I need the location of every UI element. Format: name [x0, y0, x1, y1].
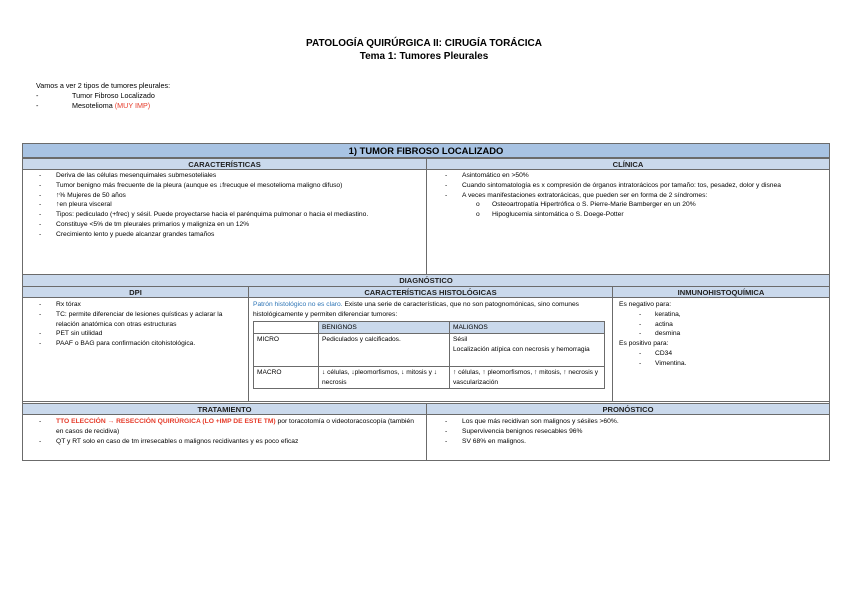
cell-malignos: Sésil Localización atípica con necrosis y hemorragia — [450, 334, 605, 367]
clinica-list — [440, 171, 820, 220]
document-title: PATOLOGÍA QUIRÚRGICA II: CIRUGÍA TORÁCICA — [306, 38, 542, 49]
col-malignos: MALIGNOS — [450, 322, 605, 334]
list-item: - CD34 — [619, 349, 824, 359]
document-subtitle: Tema 1: Tumores Pleurales — [359, 51, 489, 62]
section-title: 1) TUMOR FIBROSO LOCALIZADO — [22, 143, 830, 158]
inmuno-content — [619, 300, 824, 369]
dpi-header: DPI — [22, 286, 249, 298]
histologicas-lead — [253, 300, 608, 320]
tratamiento-highlight: TTO ELECCIÓN → RESECCIÓN QUIRÚRGICA (LO +IMP DE ESTE TM) — [56, 418, 276, 425]
table-row — [254, 334, 605, 367]
list-item: - SV 68% en malignos. — [440, 437, 820, 447]
intro-item: - Tumor Fibroso Localizado — [36, 91, 155, 100]
list-item: - Los que más recidivan son malignos y sésiles >60%. — [440, 417, 820, 427]
sub-list-item: o Hipoglucemia sintomática o S. Doege-Potter — [462, 210, 820, 220]
list-item: - Cuando sintomatología es x compresión de órganos intratorácicos por tamaño: tos, pesadez, dolor y disnea — [440, 181, 820, 191]
list-item: - Supervivencia benignos resecables 96% — [440, 427, 820, 437]
tratamiento-text: por toracotomía o videotoracoscopía (también en casos de recidiva) — [56, 418, 414, 435]
clinica-header: CLÍNICA — [426, 158, 830, 170]
list-item — [34, 417, 419, 437]
intro-item-text: Mesotelioma — [72, 101, 115, 110]
inmuno-header: INMUNOHISTOQUÍMICA — [612, 286, 830, 298]
pronostico-header: PRONÓSTICO — [426, 403, 830, 415]
diagnostico-header: DIAGNÓSTICO — [22, 274, 830, 287]
intro-lead: Vamos a ver 2 tipos de tumores pleurales: — [36, 81, 171, 90]
list-item: - Crecimiento lento y puede alcanzar grandes tamaños — [34, 230, 414, 240]
list-item: - Asintomático en >50% — [440, 171, 820, 181]
list-item: - Tumor benigno más frecuente de la pleura (aunque es ↓frecuque el mesotelioma maligno difuso) — [34, 181, 414, 191]
list-item: - keratina, — [619, 310, 824, 320]
table-corner — [254, 322, 319, 334]
tratamiento-list — [34, 417, 419, 446]
inmuno-neg-label: Es negativo para: — [619, 301, 672, 308]
list-item: - Tipos: pediculado (+frec) y sésil. Puede proyectarse hacia el parénquima pulmonar o hacia el mediastino. — [34, 210, 414, 220]
cell-benignos: ↓ células, ↓pleomorfismos, ↓ mitosis y ↓ necrosis — [319, 367, 450, 389]
intro-item: - Mesotelioma (MUY IMP) — [36, 101, 151, 110]
histologicas-table — [253, 321, 605, 389]
inmuno-pos-label: Es positivo para: — [619, 340, 669, 348]
tratamiento-header: TRATAMIENTO — [22, 403, 427, 415]
list-item: - Deriva de las células mesenquimales submesoteliales — [34, 171, 414, 181]
histologicas-lead-text: Existe una serie de características, que no son patognomónicas, sino comunes histológicamente y permiten diferenciar tumores: — [253, 301, 580, 318]
list-item: - desmina — [619, 329, 824, 339]
intro — [36, 81, 436, 111]
sub-list-item: o Osteoartropatía Hipertrófica o S. Pierre-Marie Bamberger en un 20% — [462, 200, 820, 210]
intro-item-tag: (MUY IMP) — [114, 101, 151, 110]
table-header-row — [254, 322, 605, 334]
list-item: - QT y RT solo en caso de tm irresecables o malignos recidivantes y es poco eficaz — [34, 437, 419, 447]
caracteristicas-header: CARACTERÍSTICAS — [22, 158, 427, 170]
list-item: - Vimentina. — [619, 359, 824, 369]
row-label: MICRO — [254, 334, 319, 367]
list-item: - A veces manifestaciones extratorácicas, que pueden ser en forma de 2 síndromes: — [440, 191, 820, 201]
list-item: - PAAF o BAG para confirmación citohistológica. — [34, 339, 242, 349]
list-item: - ↑% Mujeres de 50 años — [34, 191, 414, 201]
dpi-list — [34, 300, 242, 349]
histologicas-lead-highlight: Patrón histológico no es claro. — [253, 301, 343, 308]
list-item: - PET sin utilidad — [34, 329, 242, 339]
list-item: - actina — [619, 320, 824, 330]
list-item: - TC: permite diferenciar de lesiones quísticas y aclarar la relación anatómica con otras estructuras — [34, 310, 242, 330]
list-item: - ↑en pleura visceral — [34, 200, 414, 210]
intro-item-text: Tumor Fibroso Localizado — [72, 91, 155, 100]
table-row — [254, 367, 605, 389]
pronostico-list — [440, 417, 820, 446]
cell-benignos: Pediculados y calcificados. — [319, 334, 450, 367]
cell-malignos: ↑ células, ↑ pleomorfismos, ↑ mitosis, ↑ necrosis y vascularización — [450, 367, 605, 389]
list-item: - Constituye <5% de tm pleurales primarios y maligniza en un 12% — [34, 220, 414, 230]
list-item: - Rx tórax — [34, 300, 242, 310]
histologicas-header: CARACTERÍSTICAS HISTOLÓGICAS — [248, 286, 613, 298]
row-label: MACRO — [254, 367, 319, 389]
col-benignos: BENIGNOS — [319, 322, 450, 334]
caracteristicas-list — [34, 171, 414, 240]
